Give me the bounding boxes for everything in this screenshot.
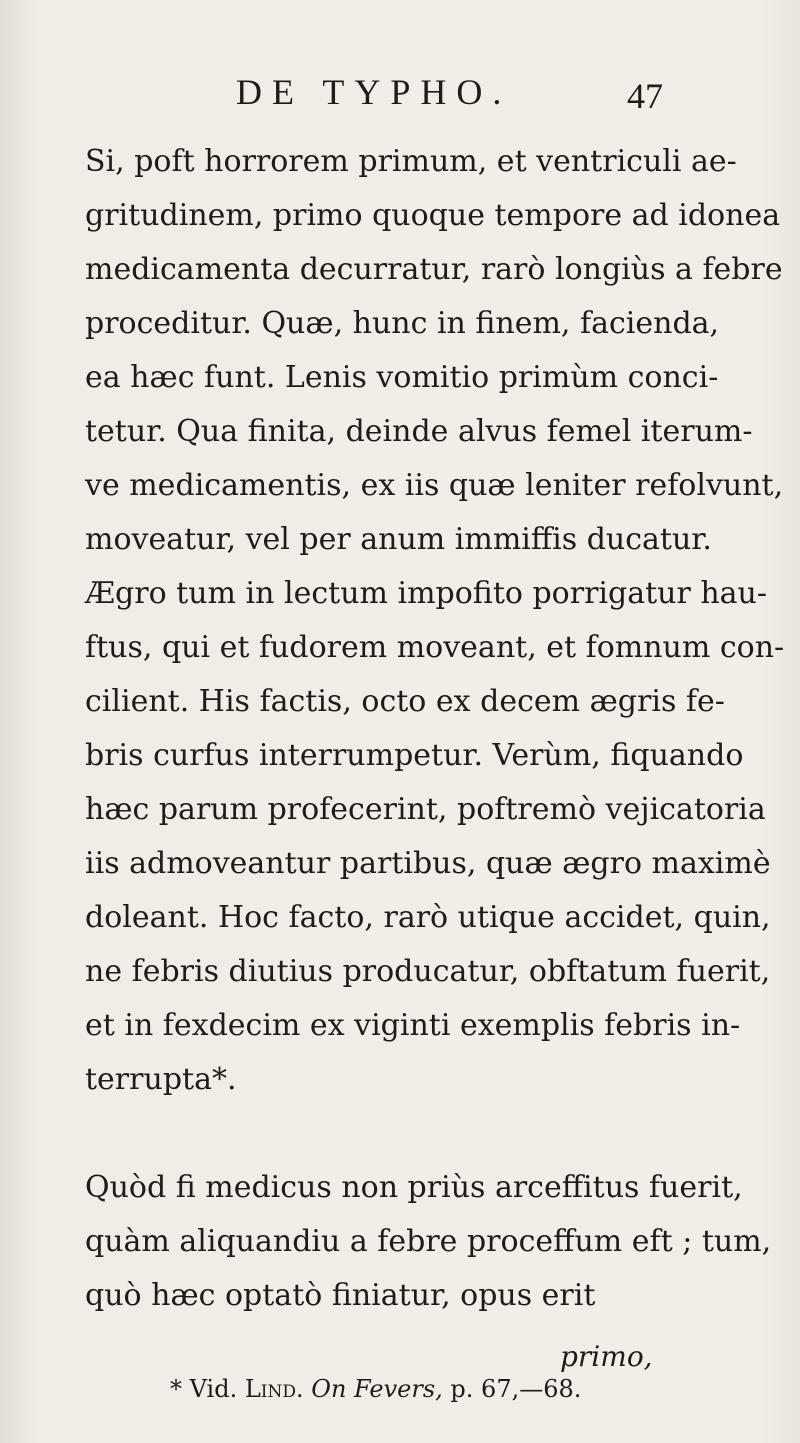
text-line: bris curfus interrumpetur. Verùm, fiquando <box>85 738 744 773</box>
paragraph-gap <box>85 1107 645 1161</box>
footnote-marker: * <box>170 1375 182 1403</box>
text-line: ne febris diutius producatur, obftatum fuerit, <box>85 954 771 989</box>
running-head <box>0 70 800 114</box>
text-line: et in fexdecim ex viginti exemplis febris in- <box>85 1008 741 1043</box>
text-line: terrupta*. <box>85 1062 237 1097</box>
paragraph-2 <box>85 1161 772 1323</box>
text-line: moveatur, vel per anum immiffis ducatur. <box>85 522 712 557</box>
text-line: cilient. His factis, octo ex decem ægris fe- <box>85 684 725 719</box>
text-line: tetur. Qua finita, deinde alvus femel iterum- <box>85 414 753 449</box>
text-line: gritudinem, primo quoque tempore ad idonea <box>85 198 781 233</box>
page-number: 47 <box>627 76 663 116</box>
text-line: ftus, qui et fudorem moveant, et fomnum con- <box>85 630 785 665</box>
text-line: doleant. Hoc facto, rarò utique accidet, quin, <box>85 900 771 935</box>
text-line: ve medicamentis, ex iis quæ leniter refolvunt, <box>85 468 784 503</box>
body-text <box>85 135 785 1323</box>
text-line: Ægro tum in lectum impofito porrigatur hau- <box>85 576 768 611</box>
text-line: quò hæc optatò finiatur, opus erit <box>85 1278 596 1313</box>
text-line: Si, poft horrorem primum, et ventriculi ae- <box>85 144 737 179</box>
text-line: proceditur. Quæ, hunc in finem, facienda, <box>85 306 720 341</box>
paragraph-1 <box>85 135 785 1107</box>
text-line: ea hæc funt. Lenis vomitio primùm conci- <box>85 360 719 395</box>
text-line: Quòd fi medicus non priùs arceffitus fuerit, <box>85 1170 743 1205</box>
running-title: DE TYPHO. <box>236 72 512 112</box>
footnote <box>170 1374 581 1404</box>
text-line: iis admoveantur partibus, quæ ægro maximè <box>85 846 771 881</box>
text-line: medicamenta decurratur, rarò longiùs a febre <box>85 252 783 287</box>
text-line: hæc parum profecerint, poftremò vejicatoria <box>85 792 766 827</box>
footnote-ref-prefix: Vid. <box>189 1375 238 1403</box>
text-line: quàm aliquandiu a febre proceffum eft ; tum, <box>85 1224 772 1259</box>
catchword: primo, <box>560 1340 653 1373</box>
footnote-author: Lind. <box>244 1375 304 1403</box>
footnote-work-title: On Fevers, <box>311 1375 443 1403</box>
footnote-pages: p. 67,—68. <box>450 1375 582 1403</box>
